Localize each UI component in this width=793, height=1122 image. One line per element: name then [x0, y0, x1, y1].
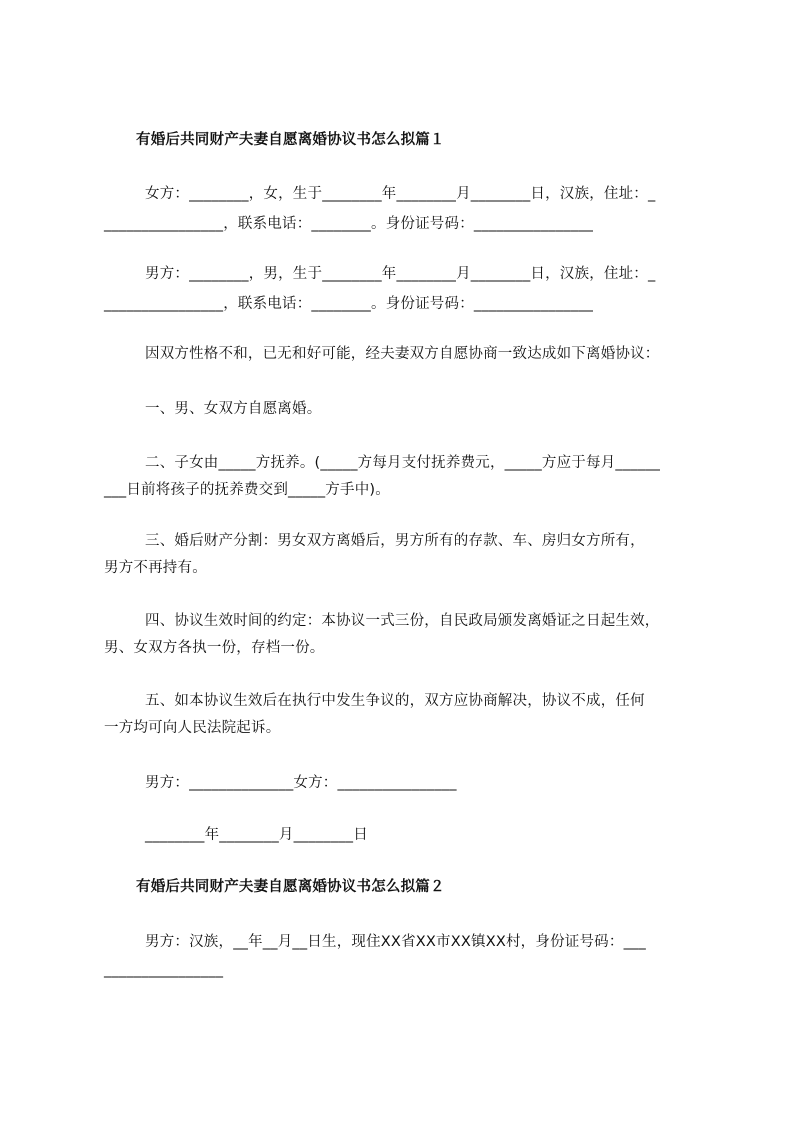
clause-5-line-2: 一方均可向人民法院起诉。 — [104, 720, 281, 736]
date-line: ________年________月________日 — [145, 827, 368, 843]
agreement-intro: 因双方性格不和，已无和好可能，经夫妻双方自愿协商一致达成如下离婚协议： — [145, 346, 660, 362]
clause-2-line-2: ___日前将孩子的抚养费交到_____方手中)。 — [104, 482, 390, 498]
clause-3-line-2: 男方不再持有。 — [104, 560, 207, 576]
clause-3-line-1: 三、婚后财产分割：男女双方离婚后，男方所有的存款、车、房归女方所有， — [145, 533, 645, 549]
clause-4-line-1: 四、协议生效时间的约定：本协议一式三份，自民政局颁发离婚证之日起生效， — [145, 613, 660, 629]
clause-1: 一、男、女双方自愿离婚。 — [145, 401, 322, 417]
section-title-2: 有婚后共同财产夫妻自愿离婚协议书怎么拟篇２ — [136, 879, 445, 895]
clause-2-line-1: 二、子女由_____方抚养。(_____方每月支付抚养费元，_____方应于每月______ — [145, 455, 661, 471]
female-party-line-1: 女方：________，女，生于________年________月________日，汉族，住址：_ — [145, 186, 656, 202]
section-title-1: 有婚后共同财产夫妻自愿离婚协议书怎么拟篇１ — [136, 132, 445, 148]
section2-male-line-1: 男方：汉族，__年__月__日生，现住XX省XX市XX镇XX村，身份证号码：___ — [145, 934, 646, 950]
male-party-line-1: 男方：________，男，生于________年________月________日，汉族，住址：_ — [145, 266, 656, 282]
female-party-line-2: ________________，联系电话：________。身份证号码：________________ — [104, 216, 594, 232]
section2-male-line-2: ________________ — [104, 962, 224, 978]
clause-5-line-1: 五、如本协议生效后在执行中发生争议的，双方应协商解决，协议不成，任何 — [145, 693, 645, 709]
clause-4-line-2: 男、女双方各执一份，存档一份。 — [104, 640, 325, 656]
signature-line: 男方：______________女方：________________ — [145, 775, 457, 791]
male-party-line-2: ________________，联系电话：________。身份证号码：________________ — [104, 296, 594, 312]
